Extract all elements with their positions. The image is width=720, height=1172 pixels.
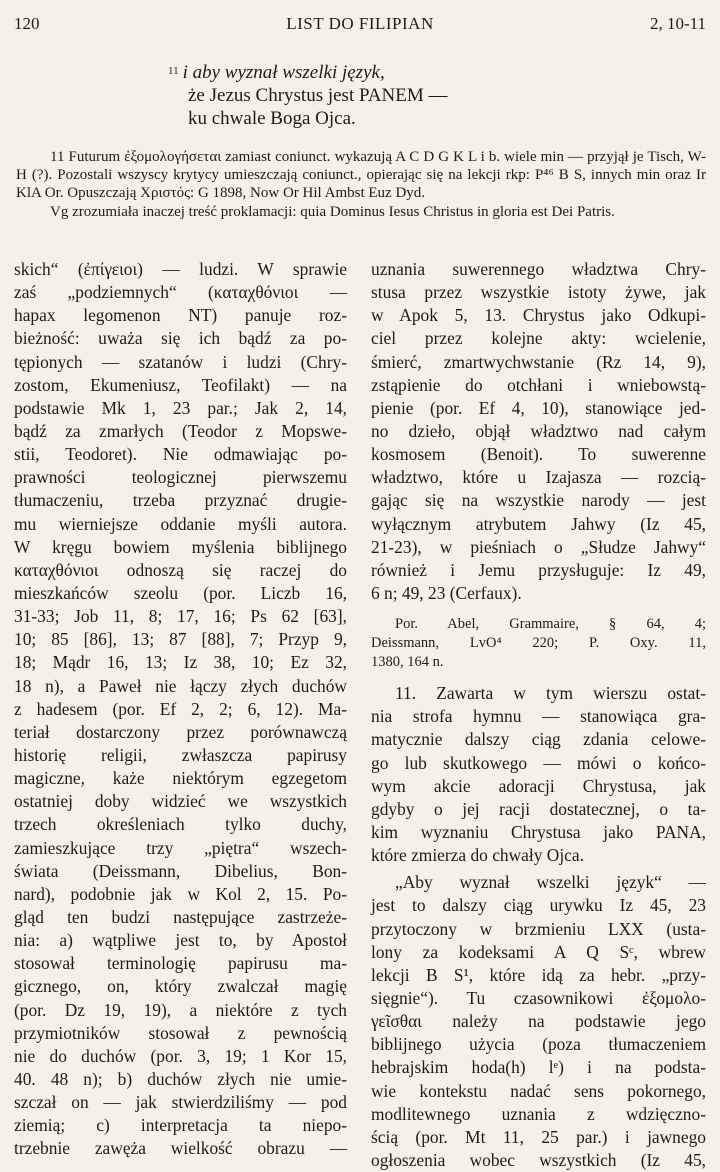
text-line: podstawie Mk 1, 23 par.; Jak 2, 14, xyxy=(14,397,347,418)
text-line: gląd ten budzi następujące zastrzeże- xyxy=(14,906,347,927)
textual-notes xyxy=(16,148,706,221)
text-line: tłumaczeniu, trzeba przyznać drugie- xyxy=(14,490,347,511)
text-line: ciel przez kolejne akty: wcielenie, xyxy=(371,328,706,349)
text-line: zostom, Ekumeniusz, Teofilakt) — na xyxy=(14,374,347,395)
text-line: teriał dostarczony przez porównawczą xyxy=(14,721,347,742)
text-line: sięgnie“). Tu czasownikowi ἐξομολο- xyxy=(371,987,706,1008)
text-line: trzebnie zawęża wielkość obrazu — xyxy=(14,1138,347,1159)
text-line: 1380, 164 n. xyxy=(371,654,444,671)
text-line: władztwo, które u Izajasza — rozcią- xyxy=(371,467,706,488)
page-header xyxy=(14,14,706,38)
text-line: z hadesem (por. Ef 2, 2; 6, 12). Ma- xyxy=(14,698,347,719)
running-title: LIST DO FILIPIAN xyxy=(286,14,434,33)
text-line: καταχθόνιοι odnoszą się raczej do xyxy=(14,559,347,580)
text-line: biblijnego użycia (poza tłumaczeniem xyxy=(371,1034,706,1055)
text-line: kosmosem (Benoit). To suwerenne xyxy=(371,444,706,465)
text-line: 18 n), a Paweł nie łączy złych duchów xyxy=(14,675,347,696)
text-line: prawności teologicznej pierwszemu xyxy=(14,467,347,488)
text-line: uznania suwerennego władztwa Chry- xyxy=(371,259,706,279)
text-line: skich“ (ἐπίγειοι) — ludzi. W sprawie xyxy=(14,259,347,279)
text-line: modlitewnego uznania z wdzięczno- xyxy=(371,1103,706,1124)
text-line: stii, Teodoret). Nie odmawiając po- xyxy=(14,444,347,465)
verse-line-3: ku chwale Boga Ojca. xyxy=(188,108,356,129)
text-line: w Apok 5, 13. Chrystus jako Odkupi- xyxy=(371,305,706,326)
text-line: hebrajskim hoda(h) lᵉ) i na podsta- xyxy=(371,1057,706,1078)
text-line: zstąpienie do otchłani i wniebowstą- xyxy=(371,374,706,395)
text-line: gicznego, on, który zwalczał magię xyxy=(14,976,347,997)
text-line: szczał on — jak stwierdziliśmy — pod xyxy=(14,1092,347,1113)
verse-block xyxy=(168,60,628,130)
text-line: wyłącznym atrybutem Jahwy (Iz 45, xyxy=(371,513,706,534)
text-line: „Aby wyznał wszelki język“ — xyxy=(395,872,706,893)
text-line: bądź za zmarłych (Teodor z Mopswe- xyxy=(14,420,347,441)
commentary-verse-11 xyxy=(371,682,706,867)
right-block-1 xyxy=(371,258,706,605)
verse-number: 11 xyxy=(168,65,179,77)
text-line: ziemią; c) interpretacja ta niepo- xyxy=(14,1115,347,1136)
verse-line-2: że Jezus Chrystus jest PANEM — xyxy=(188,85,448,106)
text-line: 40. 48 n); b) duchów złych nie umie- xyxy=(14,1068,347,1089)
text-line: przymiotników stosował z pewnością xyxy=(14,1022,347,1043)
text-line: wym akcie adoracji Chrystusa, jak xyxy=(371,775,706,796)
text-line: γεῖσθαι należy na podstawie jego xyxy=(371,1011,706,1032)
page-number: 120 xyxy=(14,14,40,33)
left-column xyxy=(14,258,347,1160)
text-line: matycznie dalszy ciąg zdania celowe- xyxy=(371,729,706,750)
text-line: Deissmann, LvO⁴ 220; P. Oxy. 11, xyxy=(371,635,706,652)
text-line: lekcji B S¹, które idą za hebr. „przy- xyxy=(371,964,706,985)
text-line: trzech określeniach tylko duchy, xyxy=(14,814,347,835)
text-line: przytoczony w brzmieniu LXX (usta- xyxy=(371,918,706,939)
text-line: świata (Deissmann, Dibelius, Bon- xyxy=(14,860,347,881)
text-line: hapax legomenon NT) panuje roz- xyxy=(14,305,347,326)
text-line: go lub skutkowego — mówi o końco- xyxy=(371,752,706,773)
note-paragraph: 11 Futurum ἐξομολογήσεται zamiast coniunct. wykazują A C D G K L i b. wiele min — przyjął je Tisch, W-H (?). Pozostali wszyscy krytycy umieszczają coniunct., opierając się na lekcji rkp: P⁴⁶ B S, innych min oraz Ir KlA Or. Opuszczają Χριστός: G 1898, Now Or Hil Ambst Euz Dyd. xyxy=(16,149,706,201)
text-line: gdyby o jej racji dostatecznej, o ta- xyxy=(371,798,706,819)
text-line: stosował terminologię papirusu ma- xyxy=(14,953,347,974)
references-block xyxy=(371,615,706,672)
text-line: magiczne, każe niektórym egzegetom xyxy=(14,768,347,789)
text-line: (por. Dz 19, 19), a niektóre z tych xyxy=(14,999,347,1020)
text-line: zamieszkujące trzy „piętra“ wszech- xyxy=(14,837,347,858)
text-line: stusa przez wszystkie istoty żywe, jak xyxy=(371,282,706,303)
text-line: ostatniej doby widzieć we wszystkich xyxy=(14,791,347,812)
commentary-continued xyxy=(371,871,706,1172)
note-paragraph: Vg zrozumiała inaczej treść proklamacji: quia Dominus Iesus Christus in gloria est Dei Patris. xyxy=(50,204,615,220)
text-line: wie kontekstu nadać sens pokornego, xyxy=(371,1080,706,1101)
text-line: Por. Abel, Grammaire, § 64, 4; xyxy=(395,616,706,633)
verse-line-1: $^{11}$ i aby wyznał wszelki język, xyxy=(168,62,385,83)
text-line: no dzieło, objął władztwo nad całym xyxy=(371,420,706,441)
text-line: również i Jemu przysługuje: Iz 49, xyxy=(371,559,706,580)
text-line: historię religii, zwłaszcza papirusy xyxy=(14,744,347,765)
text-line: mu wierniejsze oddanie myśli autora. xyxy=(14,513,347,534)
text-line: nia: a) wątpliwe jest to, by Apostoł xyxy=(14,930,347,951)
text-line: które zmierza do chwały Ojca. xyxy=(371,845,584,866)
text-line: 6 n; 49, 23 (Cerfaux). xyxy=(371,582,522,603)
text-line: jest to dalszy ciąg urywku Iz 45, 23 xyxy=(371,895,706,916)
text-line: ogłoszenia wobec wszystkich (Iz 45, xyxy=(371,1149,706,1170)
text-line: śmierć, zmartwychwstanie (Rz 14, 9), xyxy=(371,351,706,372)
text-line: 18; Mądr 16, 13; Iz 38, 10; Ez 32, xyxy=(14,652,347,673)
text-line: W kręgu bowiem myślenia biblijnego xyxy=(14,536,347,557)
text-line: 21-23), w pieśniach o „Słudze Jahwy“ xyxy=(371,536,706,557)
text-line: 10; 85 [86], 13; 87 [88], 7; Przyp 9, xyxy=(14,629,347,650)
text-line: kim wyznaniu Chrystusa jako PANA, xyxy=(371,821,706,842)
chapter-verse-reference: 2, 10-11 xyxy=(649,14,706,33)
right-column xyxy=(371,258,706,1172)
text-line: 31-33; Job 11, 8; 17, 16; Ps 62 [63], xyxy=(14,606,347,627)
text-line: nard), podobnie jak w Kol 2, 15. Po- xyxy=(14,883,347,904)
text-line: gając się na wszystkie narody — jest xyxy=(371,490,706,511)
text-line: zaś „podziemnych“ (καταχθόνιοι — xyxy=(14,282,347,303)
text-line: bieżność: uważa się ich bądź za po- xyxy=(14,328,347,349)
text-line: lony za kodeksami A Q Sᶜ, wbrew xyxy=(371,941,706,962)
text-line: ścią (por. Mt 11, 25 par.) i jawnego xyxy=(371,1126,706,1147)
text-line: mieszkańców szeolu (por. Liczb 16, xyxy=(14,582,347,603)
text-line: nie do duchów (por. 3, 19; 1 Kor 15, xyxy=(14,1045,347,1066)
text-line: tępionych — szatanów i ludzi (Chry- xyxy=(14,351,347,372)
text-line: pienie (por. Ef 4, 10), stanowiące jed- xyxy=(371,397,706,418)
text-line: nia strofa hymnu — stanowiąca gra- xyxy=(371,706,706,727)
text-line: 11. Zawarta w tym wierszu ostat- xyxy=(395,683,706,704)
